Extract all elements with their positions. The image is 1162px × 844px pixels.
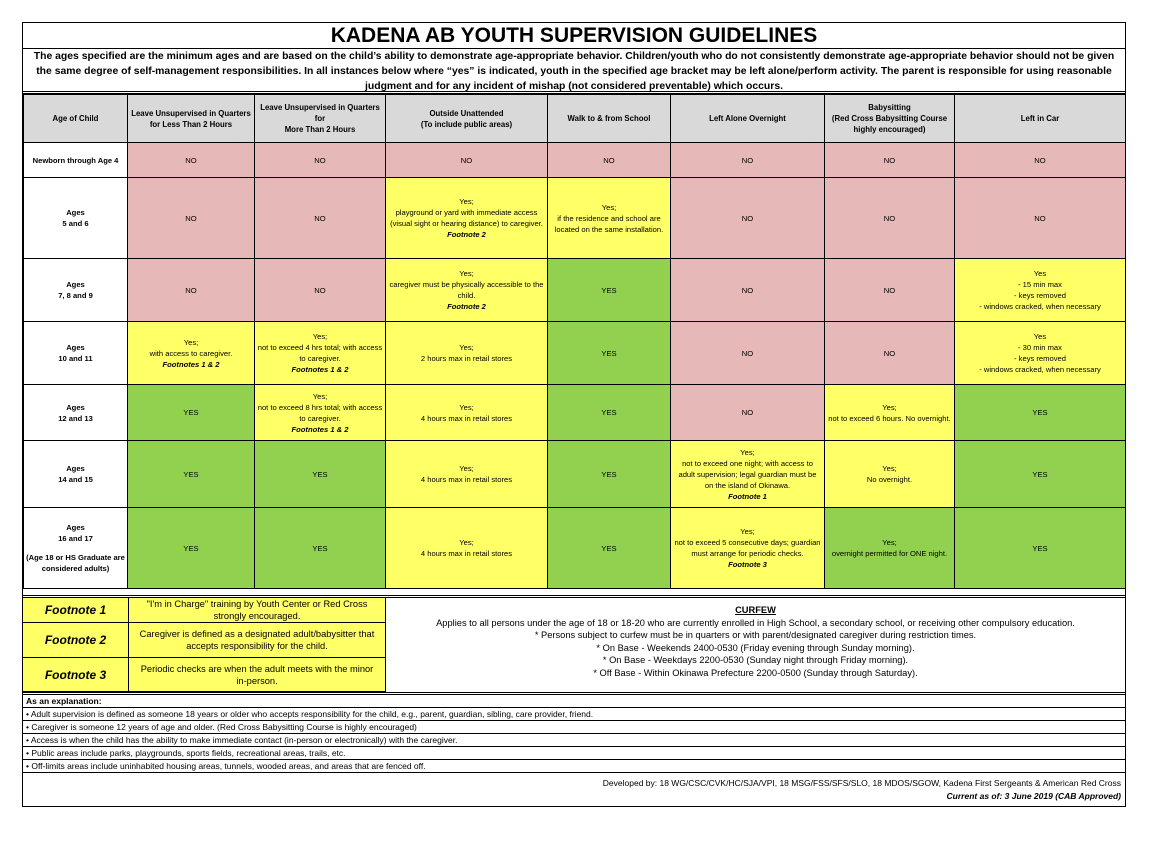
header-line: Leave Unsupervised in Quarters for bbox=[260, 103, 380, 123]
cell-line: YES bbox=[312, 469, 328, 479]
explanation-item: • Off-limits areas include uninhabited housing areas, tunnels, wooded areas, and areas that are fenced off. bbox=[23, 760, 1125, 773]
cell-left-in-car bbox=[955, 143, 1126, 178]
header-line: More Than 2 Hours bbox=[284, 125, 356, 134]
footnote-row bbox=[23, 598, 385, 623]
table-row bbox=[24, 322, 1126, 385]
cell-line: adult supervision; legal guardian must be bbox=[678, 469, 817, 479]
cell-line: with access to caregiver. bbox=[149, 348, 233, 358]
footnote-label: Footnote 3 bbox=[23, 658, 129, 691]
table-row bbox=[24, 508, 1126, 589]
credits bbox=[23, 773, 1125, 805]
footnote-ref: Footnotes 1 & 2 bbox=[291, 365, 349, 374]
cell-babysitting bbox=[825, 143, 955, 178]
footer-section bbox=[23, 595, 1125, 692]
cell-left-in-car bbox=[955, 385, 1126, 441]
cell-line: Yes; bbox=[459, 269, 474, 278]
header-line: for Less Than 2 Hours bbox=[149, 119, 233, 129]
cell-line: NO bbox=[460, 155, 473, 165]
footnote-ref: Footnotes 1 & 2 bbox=[291, 424, 349, 434]
cell-line: NO bbox=[741, 408, 754, 417]
cell-line: Yes; bbox=[601, 202, 617, 212]
cell-line: on the island of Okinawa. bbox=[704, 480, 791, 490]
cell-line: 4 hours max in retail stores bbox=[420, 475, 513, 484]
cell-walk-school bbox=[548, 322, 671, 385]
footnote-ref: Footnote 2 bbox=[447, 230, 486, 239]
age-cell bbox=[24, 259, 128, 322]
cell-line: to caregiver. bbox=[299, 354, 341, 363]
curfew-line: * Persons subject to curfew must be in quarters or with parent/designated caregiver during restriction times. bbox=[534, 630, 977, 640]
cell-line: NO bbox=[883, 213, 896, 223]
cell-line: Yes; bbox=[459, 402, 474, 412]
age-cell bbox=[24, 322, 128, 385]
cell-line: YES bbox=[183, 408, 199, 417]
cell-walk-school bbox=[548, 508, 671, 589]
cell-outside bbox=[386, 178, 548, 259]
header-row bbox=[24, 95, 1126, 143]
header-line: Age of Child bbox=[52, 114, 99, 123]
cell-line: if the residence and school are bbox=[557, 213, 661, 223]
cell-quarters-over-2h bbox=[255, 508, 386, 589]
cell-quarters-over-2h bbox=[255, 178, 386, 259]
cell-line: - windows cracked, when necessary bbox=[979, 302, 1101, 311]
age-line: 12 and 13 bbox=[58, 413, 93, 423]
cell-line: (visual sight or hearing distance) to caregiver. bbox=[390, 219, 543, 228]
cell-line: - keys removed bbox=[1014, 354, 1066, 363]
cell-line: playground or yard with immediate access bbox=[395, 208, 538, 217]
explanation-item: • Adult supervision is defined as someone 18 years or older who accepts responsibility for the child, e.g., parent, guardian, sibling, care provider, friend. bbox=[23, 708, 1125, 721]
developed-by: Developed by: 18 WG/CSC/CVK/HC/SJA/VPI, 18 MSG/FSS/SFS/SLO, 18 MDOS/SGOW, Kadena First Sergeants & American Red Cross bbox=[602, 778, 1121, 788]
footnote-text: "I'm in Charge" training by Youth Center or Red Cross strongly encouraged. bbox=[129, 598, 385, 622]
cell-line: NO bbox=[883, 285, 896, 295]
age-line: Ages bbox=[66, 280, 85, 289]
footnote-ref: Footnote 2 bbox=[447, 302, 486, 311]
footnote-row bbox=[23, 658, 385, 692]
column-header-outside bbox=[386, 95, 548, 143]
header-line: Babysitting bbox=[868, 103, 911, 112]
table-row bbox=[24, 441, 1126, 508]
explanation-item: • Public areas include parks, playgrounds, sports fields, recreational areas, trails, etc. bbox=[23, 747, 1125, 760]
cell-line: not to exceed 6 hours. No overnight. bbox=[828, 413, 951, 423]
explanation-heading: As an explanation: bbox=[23, 695, 1125, 708]
cell-line: NO bbox=[314, 155, 326, 165]
cell-line: NO bbox=[741, 348, 754, 358]
cell-line: NO bbox=[883, 155, 896, 165]
cell-babysitting bbox=[825, 441, 955, 508]
cell-line: NO bbox=[741, 213, 754, 223]
footnote-text: Periodic checks are when the adult meets with the minor in-person. bbox=[129, 658, 385, 691]
age-line: (Age 18 or HS Graduate are bbox=[26, 553, 125, 562]
cell-line: YES bbox=[601, 469, 617, 479]
cell-line: child. bbox=[457, 291, 476, 300]
age-cell bbox=[24, 508, 128, 589]
cell-line: YES bbox=[601, 285, 617, 295]
footnotes-block bbox=[23, 598, 385, 692]
intro-paragraph: The ages specified are the minimum ages and are based on the child’s ability to demonstrate age-appropriate behavior. Children/youth who do not consistently demonstrate age-appropriate behavior should not be given the same degree of self-management responsibilities. In all instances below where “yes” is indicated, youth in the specified age bracket may be left alone/perform activity. The parent is responsible for using reasonable judgment and for any incident of mishap (not considered preventable) which occurs. bbox=[23, 49, 1125, 94]
cell-line: NO bbox=[741, 285, 754, 295]
cell-quarters-over-2h bbox=[255, 385, 386, 441]
cell-quarters-under-2h bbox=[128, 178, 255, 259]
cell-left-in-car bbox=[955, 259, 1126, 322]
cell-line: 4 hours max in retail stores bbox=[420, 413, 513, 423]
cell-line: Yes; bbox=[740, 447, 755, 457]
cell-line: Yes bbox=[1033, 269, 1047, 278]
age-line: Ages bbox=[66, 464, 85, 473]
footnote-label: Footnote 2 bbox=[23, 623, 129, 657]
cell-babysitting bbox=[825, 385, 955, 441]
cell-line: not to exceed 8 hrs total; with access bbox=[257, 402, 383, 412]
table-row bbox=[24, 143, 1126, 178]
curfew-line: * On Base - Weekends 2400-0530 (Friday evening through Sunday morning). bbox=[596, 642, 915, 653]
table-row bbox=[24, 178, 1126, 259]
cell-left-in-car bbox=[955, 178, 1126, 259]
cell-line: NO bbox=[185, 155, 197, 165]
cell-line: Yes; bbox=[882, 402, 897, 412]
page-title: KADENA AB YOUTH SUPERVISION GUIDELINES bbox=[23, 23, 1125, 49]
cell-line: Yes; bbox=[459, 464, 474, 473]
age-line: Ages bbox=[66, 343, 85, 352]
cell-babysitting bbox=[825, 508, 955, 589]
header-line: Left in Car bbox=[1020, 114, 1060, 123]
age-line: Ages bbox=[66, 523, 85, 532]
curfew-line: * On Base - Weekdays 2200-0530 (Sunday night through Friday morning). bbox=[602, 655, 909, 665]
cell-quarters-over-2h bbox=[255, 441, 386, 508]
header-line: (Red Cross Babysitting Course bbox=[831, 114, 948, 123]
cell-line: Yes; bbox=[882, 464, 897, 473]
cell-line: located on the same installation. bbox=[554, 224, 664, 234]
header-line: Outside Unattended bbox=[429, 108, 504, 118]
cell-walk-school bbox=[548, 259, 671, 322]
cell-line: NO bbox=[314, 213, 326, 223]
guidelines-document bbox=[22, 22, 1126, 807]
cell-line: NO bbox=[741, 155, 754, 165]
footnote-text: Caregiver is defined as a designated adult/babysitter that accepts responsibility for the child. bbox=[129, 623, 385, 657]
footnote-ref: Footnote 3 bbox=[728, 560, 767, 569]
column-header-quarters-over-2h bbox=[255, 95, 386, 143]
column-header-overnight bbox=[671, 95, 825, 143]
cell-left-in-car bbox=[955, 322, 1126, 385]
cell-line: No overnight. bbox=[866, 475, 913, 484]
cell-line: - 30 min max bbox=[1018, 343, 1062, 352]
cell-line: - 15 min max bbox=[1018, 280, 1062, 289]
cell-outside bbox=[386, 385, 548, 441]
cell-quarters-under-2h bbox=[128, 322, 255, 385]
cell-line: must arrange for periodic checks. bbox=[691, 549, 804, 558]
curfew-line: Applies to all persons under the age of 18 or 18-20 who are currently enrolled in High School, a secondary school, or receiving other compulsory education. bbox=[436, 617, 1075, 628]
explanation-item: • Access is when the child has the ability to make immediate contact (in-person or electronically) with the caregiver. bbox=[23, 734, 1125, 747]
cell-walk-school bbox=[548, 178, 671, 259]
age-cell bbox=[24, 385, 128, 441]
cell-line: Yes; bbox=[882, 538, 897, 547]
age-cell bbox=[24, 143, 128, 178]
cell-babysitting bbox=[825, 322, 955, 385]
age-line: 14 and 15 bbox=[58, 475, 93, 484]
cell-line: YES bbox=[1032, 408, 1048, 417]
cell-line: - keys removed bbox=[1014, 291, 1066, 300]
cell-overnight bbox=[671, 508, 825, 589]
age-cell bbox=[24, 178, 128, 259]
cell-overnight bbox=[671, 441, 825, 508]
explanation-block bbox=[23, 692, 1125, 805]
cell-quarters-under-2h bbox=[128, 508, 255, 589]
cell-quarters-under-2h bbox=[128, 143, 255, 178]
cell-quarters-over-2h bbox=[255, 143, 386, 178]
cell-line: not to exceed one night; with access to bbox=[682, 458, 813, 468]
cell-line: NO bbox=[314, 285, 326, 295]
table-row bbox=[24, 259, 1126, 322]
cell-outside bbox=[386, 259, 548, 322]
cell-line: Yes; bbox=[183, 337, 199, 347]
cell-outside bbox=[386, 143, 548, 178]
cell-line: Yes; bbox=[312, 391, 328, 401]
footnote-ref: Footnotes 1 & 2 bbox=[162, 359, 220, 369]
cell-line: Yes bbox=[1033, 332, 1047, 341]
cell-line: Yes; bbox=[740, 527, 755, 536]
cell-line: YES bbox=[1032, 543, 1048, 553]
cell-line: overnight permitted for ONE night. bbox=[831, 549, 948, 558]
header-line: Left Alone Overnight bbox=[709, 114, 786, 123]
cell-overnight bbox=[671, 259, 825, 322]
footnote-label: Footnote 1 bbox=[23, 598, 129, 622]
curfew-block bbox=[385, 598, 1125, 692]
age-line: Newborn through Age 4 bbox=[32, 155, 119, 165]
cell-quarters-under-2h bbox=[128, 259, 255, 322]
header-line: Leave Unsupervised in Quarters bbox=[131, 108, 251, 118]
cell-outside bbox=[386, 441, 548, 508]
curfew-line: * Off Base - Within Okinawa Prefecture 2200-0500 (Sunday through Saturday). bbox=[593, 667, 918, 678]
cell-overnight bbox=[671, 143, 825, 178]
cell-line: NO bbox=[1034, 213, 1046, 223]
cell-line: Yes; bbox=[459, 538, 474, 547]
explanation-item: • Caregiver is someone 12 years of age and older. (Red Cross Babysitting Course is highly encouraged) bbox=[23, 721, 1125, 734]
cell-overnight bbox=[671, 322, 825, 385]
footnote-row bbox=[23, 623, 385, 658]
cell-line: YES bbox=[601, 348, 617, 358]
cell-quarters-under-2h bbox=[128, 441, 255, 508]
cell-line: NO bbox=[1034, 155, 1046, 165]
cell-line: Yes; bbox=[459, 343, 474, 352]
cell-line: - windows cracked, when necessary bbox=[979, 365, 1101, 374]
column-header-walk-school bbox=[548, 95, 671, 143]
cell-line: 2 hours max in retail stores bbox=[420, 354, 513, 363]
cell-line: YES bbox=[601, 408, 617, 417]
column-header-age bbox=[24, 95, 128, 143]
cell-quarters-over-2h bbox=[255, 259, 386, 322]
age-cell bbox=[24, 441, 128, 508]
cell-line: Yes; bbox=[312, 332, 328, 341]
cell-line: YES bbox=[601, 543, 617, 553]
cell-left-in-car bbox=[955, 508, 1126, 589]
cell-line: to caregiver. bbox=[299, 413, 341, 423]
cell-walk-school bbox=[548, 143, 671, 178]
column-header-quarters-under-2h bbox=[128, 95, 255, 143]
cell-line: NO bbox=[185, 213, 197, 223]
supervision-table bbox=[23, 94, 1126, 589]
cell-overnight bbox=[671, 178, 825, 259]
cell-line: Yes; bbox=[459, 197, 474, 206]
cell-line: YES bbox=[1032, 469, 1048, 479]
cell-line: not to exceed 5 consecutive days; guardian bbox=[674, 538, 821, 547]
age-line: Ages bbox=[66, 208, 85, 217]
age-line: 5 and 6 bbox=[62, 219, 89, 228]
cell-line: not to exceed 4 hrs total; with access bbox=[257, 343, 383, 352]
cell-line: 4 hours max in retail stores bbox=[420, 549, 513, 558]
current-as-of: Current as of: 3 June 2019 (CAB Approved) bbox=[946, 791, 1121, 801]
cell-line: NO bbox=[185, 285, 197, 295]
cell-quarters-under-2h bbox=[128, 385, 255, 441]
header-line: (To include public areas) bbox=[420, 119, 513, 129]
cell-line: caregiver must be physically accessible to the bbox=[389, 280, 544, 289]
age-line: 10 and 11 bbox=[58, 354, 93, 363]
cell-walk-school bbox=[548, 441, 671, 508]
footnote-ref: Footnote 1 bbox=[728, 491, 767, 501]
cell-left-in-car bbox=[955, 441, 1126, 508]
cell-outside bbox=[386, 508, 548, 589]
cell-outside bbox=[386, 322, 548, 385]
cell-line: YES bbox=[183, 543, 199, 553]
age-line bbox=[26, 544, 125, 552]
table-row bbox=[24, 385, 1126, 441]
age-line: considered adults) bbox=[41, 564, 110, 573]
cell-line: YES bbox=[312, 543, 328, 553]
age-line: 16 and 17 bbox=[58, 534, 93, 543]
cell-walk-school bbox=[548, 385, 671, 441]
column-header-left-in-car bbox=[955, 95, 1126, 143]
header-line: highly encouraged) bbox=[853, 125, 926, 134]
cell-quarters-over-2h bbox=[255, 322, 386, 385]
column-header-babysitting bbox=[825, 95, 955, 143]
cell-babysitting bbox=[825, 259, 955, 322]
cell-line: NO bbox=[883, 348, 896, 358]
cell-overnight bbox=[671, 385, 825, 441]
age-line: Ages bbox=[66, 402, 85, 412]
age-line: 7, 8 and 9 bbox=[58, 291, 93, 300]
cell-babysitting bbox=[825, 178, 955, 259]
cell-line: YES bbox=[183, 469, 199, 479]
cell-line: NO bbox=[603, 155, 615, 165]
header-line: Walk to & from School bbox=[567, 114, 651, 123]
curfew-title: CURFEW bbox=[735, 605, 776, 615]
